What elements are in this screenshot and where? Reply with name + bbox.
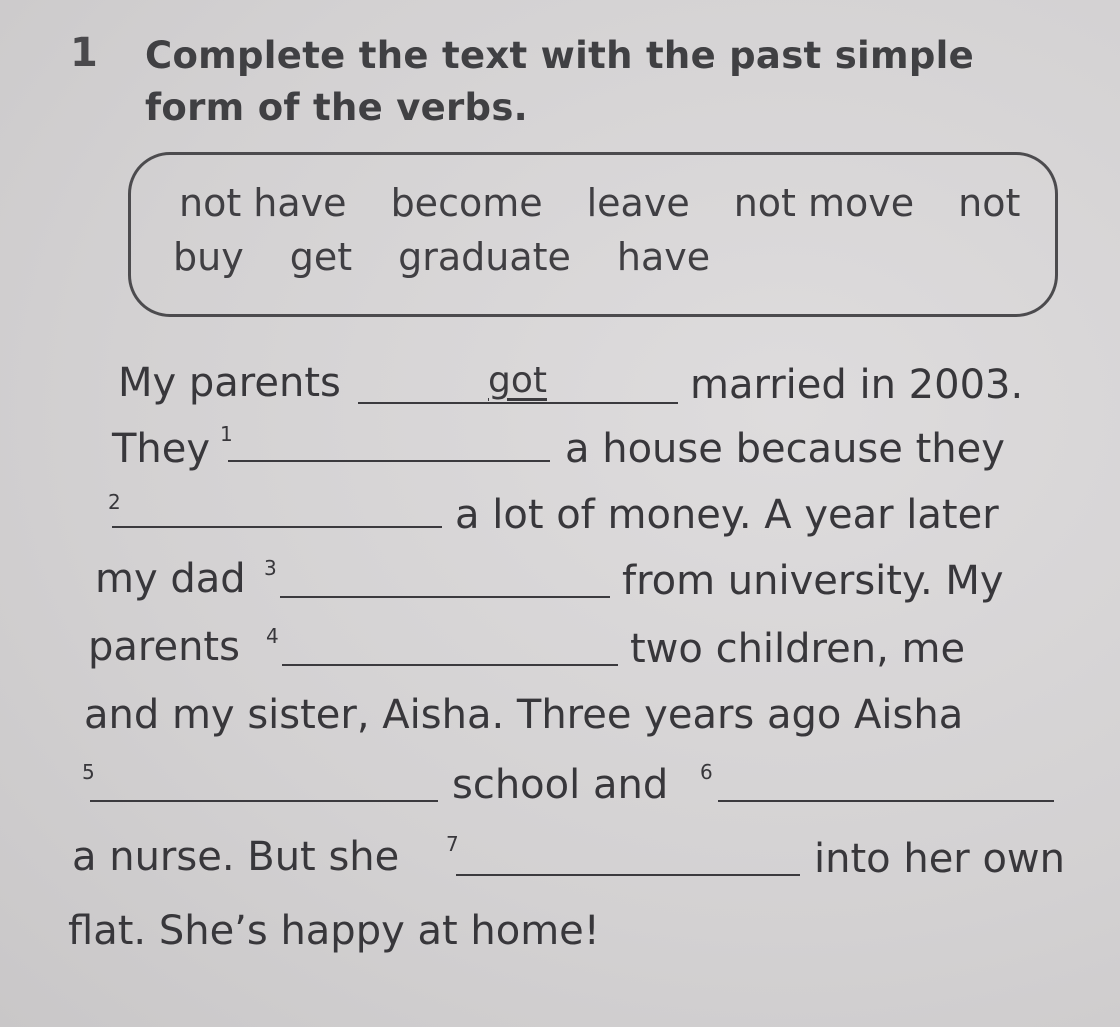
example-answer: got xyxy=(488,360,547,401)
word-option: leave xyxy=(586,181,690,225)
text-segment: They xyxy=(112,426,211,472)
gap-number: 6 xyxy=(700,760,713,784)
text-segment: married in 2003. xyxy=(690,362,1024,408)
text-segment: two children, me xyxy=(630,626,966,672)
answer-blank-5[interactable] xyxy=(90,800,438,802)
word-option: not have xyxy=(179,181,347,225)
text-segment: My parents xyxy=(118,360,341,406)
text-segment: my dad xyxy=(95,556,246,602)
word-option: get xyxy=(289,235,353,279)
gap-number: 4 xyxy=(266,624,279,648)
word-option: not xyxy=(958,181,1021,225)
answer-blank-1[interactable] xyxy=(228,460,550,462)
word-option: become xyxy=(390,181,543,225)
text-segment: from university. My xyxy=(622,558,1004,604)
text-segment: flat. She’s happy at home! xyxy=(68,908,600,954)
word-option: buy xyxy=(173,235,244,279)
text-segment: school and xyxy=(452,762,669,808)
gap-number: 2 xyxy=(108,490,121,514)
exercise-instruction: Complete the text with the past simple form of the verbs. xyxy=(145,34,975,129)
answer-blank-6[interactable] xyxy=(718,800,1054,802)
text-segment: a house because they xyxy=(565,426,1005,472)
word-option: graduate xyxy=(398,235,571,279)
text-segment: parents xyxy=(88,624,240,670)
text-segment: and my sister, Aisha. Three years ago Aisha xyxy=(84,692,964,738)
text-segment: into her own xyxy=(814,836,1065,882)
exercise-number: 1 xyxy=(70,30,98,76)
gap-number: 1 xyxy=(220,422,233,446)
answer-blank-3[interactable] xyxy=(280,596,610,598)
gap-number: 7 xyxy=(446,832,459,856)
answer-blank-2[interactable] xyxy=(112,526,442,528)
gap-number: 3 xyxy=(264,556,277,580)
example-blank xyxy=(358,402,678,404)
text-segment: a lot of money. A year later xyxy=(455,492,999,538)
answer-blank-4[interactable] xyxy=(282,664,618,666)
text-segment: a nurse. But she xyxy=(72,834,400,880)
word-option: have xyxy=(616,235,711,279)
gap-number: 5 xyxy=(82,760,95,784)
answer-blank-7[interactable] xyxy=(456,874,800,876)
word-option: not move xyxy=(733,181,915,225)
